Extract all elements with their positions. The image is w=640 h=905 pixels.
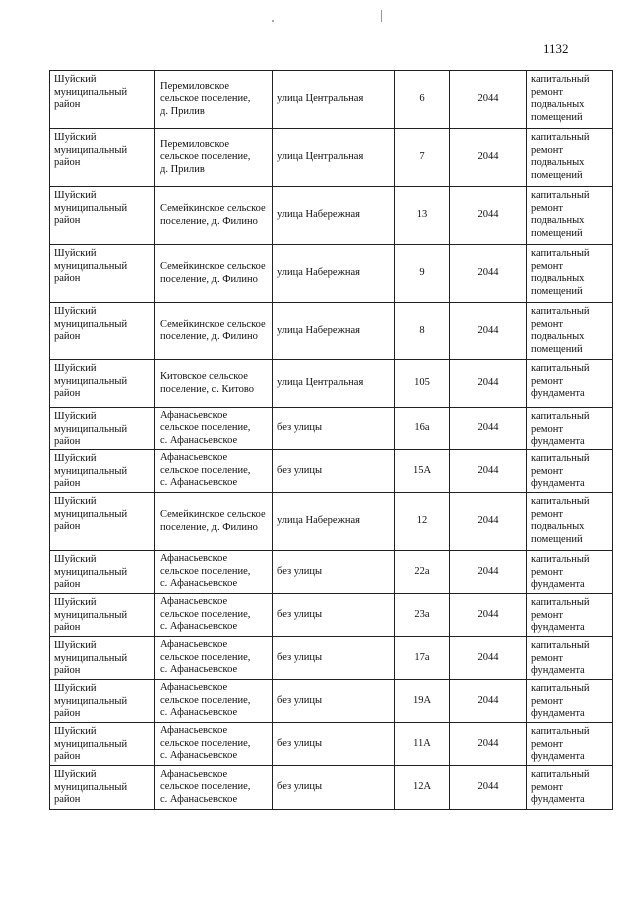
table-row — [50, 245, 613, 303]
settlement-text: Семейкинское сельское поселение, д. Филино — [160, 261, 266, 285]
work-type-text: капитальный ремонт подвальных помещений — [531, 74, 590, 123]
district-text: Шуйский муниципальный район — [54, 411, 128, 447]
settlement-text: Афанасьевское сельское поселение, с. Афанасьевское — [160, 409, 251, 446]
year-text: 2044 — [477, 267, 499, 279]
district-text: Шуйский муниципальный район — [54, 74, 128, 110]
work-type-cell — [527, 187, 613, 245]
settlement-text: Семейкинское сельское поселение, д. Филино — [160, 318, 266, 342]
district-cell — [50, 187, 155, 245]
house-number-cell — [395, 450, 450, 493]
district-cell — [50, 303, 155, 360]
settlement-cell — [155, 245, 273, 303]
street-text: без улицы — [277, 422, 323, 434]
street-cell — [273, 493, 395, 551]
year-cell — [450, 551, 527, 594]
house-number-text: 6 — [419, 93, 425, 105]
house-number-cell — [395, 303, 450, 360]
table-row — [50, 360, 613, 408]
house-number-cell — [395, 71, 450, 129]
work-type-text: капитальный ремонт фундамента — [531, 554, 590, 590]
work-type-cell — [527, 245, 613, 303]
street-text: улица Набережная — [277, 209, 360, 221]
settlement-text: Семейкинское сельское поселение, д. Филино — [160, 509, 266, 533]
street-cell — [273, 551, 395, 594]
district-cell — [50, 360, 155, 408]
work-type-cell — [527, 450, 613, 493]
scan-mark — [381, 10, 382, 22]
year-text: 2044 — [477, 209, 499, 221]
year-text: 2044 — [477, 565, 499, 577]
year-cell — [450, 493, 527, 551]
settlement-cell — [155, 71, 273, 129]
street-cell — [273, 408, 395, 450]
work-type-cell — [527, 408, 613, 450]
house-number-cell — [395, 493, 450, 551]
table-row — [50, 187, 613, 245]
settlement-cell — [155, 303, 273, 360]
district-cell — [50, 680, 155, 723]
district-cell — [50, 245, 155, 303]
table-row — [50, 71, 613, 129]
house-number-text: 16а — [414, 422, 430, 434]
table-row — [50, 637, 613, 680]
table-row — [50, 408, 613, 450]
district-text: Шуйский муниципальный район — [54, 190, 128, 226]
street-cell — [273, 594, 395, 637]
work-type-text: капитальный ремонт фундамента — [531, 769, 590, 805]
work-type-cell — [527, 71, 613, 129]
work-type-text: капитальный ремонт фундамента — [531, 683, 590, 719]
year-text: 2044 — [477, 93, 499, 105]
street-cell — [273, 680, 395, 723]
street-text: без улицы — [277, 737, 323, 749]
table-row — [50, 450, 613, 493]
settlement-cell — [155, 360, 273, 408]
table-row — [50, 680, 613, 723]
house-number-text: 17а — [414, 651, 430, 663]
work-type-cell — [527, 637, 613, 680]
table-row — [50, 303, 613, 360]
street-cell — [273, 723, 395, 766]
year-text: 2044 — [477, 464, 499, 476]
house-number-text: 9 — [419, 267, 425, 279]
house-number-text: 7 — [419, 151, 425, 163]
work-type-cell — [527, 723, 613, 766]
year-cell — [450, 129, 527, 187]
street-cell — [273, 450, 395, 493]
street-cell — [273, 245, 395, 303]
street-text: улица Набережная — [277, 267, 360, 279]
district-cell — [50, 408, 155, 450]
house-number-cell — [395, 245, 450, 303]
work-type-cell — [527, 680, 613, 723]
house-number-text: 12 — [416, 515, 428, 527]
work-type-cell — [527, 493, 613, 551]
street-text: без улицы — [277, 781, 323, 793]
district-text: Шуйский муниципальный район — [54, 683, 128, 719]
house-number-cell — [395, 551, 450, 594]
year-cell — [450, 245, 527, 303]
house-number-cell — [395, 594, 450, 637]
work-type-cell — [527, 551, 613, 594]
work-type-cell — [527, 129, 613, 187]
settlement-text: Афанасьевское сельское поселение, с. Афанасьевское — [160, 725, 251, 762]
street-cell — [273, 637, 395, 680]
street-cell — [273, 71, 395, 129]
work-type-text: капитальный ремонт подвальных помещений — [531, 248, 590, 297]
year-cell — [450, 450, 527, 493]
year-text: 2044 — [477, 608, 499, 620]
street-text: улица Набережная — [277, 324, 360, 336]
house-number-text: 12А — [412, 781, 432, 793]
work-type-text: капитальный ремонт подвальных помещений — [531, 496, 590, 545]
work-type-text: капитальный ремонт фундамента — [531, 726, 590, 762]
year-text: 2044 — [477, 737, 499, 749]
house-number-text: 11А — [413, 737, 431, 749]
district-text: Шуйский муниципальный район — [54, 640, 128, 676]
year-text: 2044 — [477, 781, 499, 793]
year-cell — [450, 187, 527, 245]
year-text: 2044 — [477, 324, 499, 336]
table-row — [50, 129, 613, 187]
work-type-text: капитальный ремонт фундамента — [531, 363, 590, 399]
district-cell — [50, 594, 155, 637]
settlement-cell — [155, 680, 273, 723]
work-type-cell — [527, 594, 613, 637]
settlement-cell — [155, 637, 273, 680]
year-cell — [450, 766, 527, 810]
work-type-cell — [527, 303, 613, 360]
house-number-text: 105 — [414, 377, 430, 389]
district-text: Шуйский муниципальный район — [54, 363, 128, 399]
house-number-cell — [395, 680, 450, 723]
district-cell — [50, 637, 155, 680]
district-text: Шуйский муниципальный район — [54, 248, 128, 284]
settlement-text: Афанасьевское сельское поселение, с. Афанасьевское — [160, 452, 251, 489]
settlement-text: Афанасьевское сельское поселение, с. Афанасьевское — [160, 553, 251, 590]
work-type-cell — [527, 360, 613, 408]
year-text: 2044 — [477, 422, 499, 434]
year-cell — [450, 303, 527, 360]
district-text: Шуйский муниципальный район — [54, 132, 128, 168]
settlement-text: Китовское сельское поселение, с. Китово — [160, 371, 254, 395]
table-row — [50, 594, 613, 637]
district-text: Шуйский муниципальный район — [54, 769, 128, 805]
settlement-text: Семейкинское сельское поселение, д. Филино — [160, 203, 266, 227]
house-number-text: 23а — [414, 608, 430, 620]
table-row — [50, 493, 613, 551]
district-cell — [50, 71, 155, 129]
street-cell — [273, 129, 395, 187]
settlement-cell — [155, 723, 273, 766]
street-cell — [273, 360, 395, 408]
district-text: Шуйский муниципальный район — [54, 306, 128, 342]
work-type-text: капитальный ремонт подвальных помещений — [531, 132, 590, 181]
street-cell — [273, 766, 395, 810]
house-number-cell — [395, 637, 450, 680]
scan-speck — [272, 20, 274, 22]
district-text: Шуйский муниципальный район — [54, 597, 128, 633]
settlement-cell — [155, 450, 273, 493]
street-text: без улицы — [277, 651, 323, 663]
street-cell — [273, 303, 395, 360]
year-cell — [450, 594, 527, 637]
house-number-text: 13 — [416, 209, 428, 221]
house-number-cell — [395, 408, 450, 450]
settlement-text: Перемиловское сельское поселение, д. Прилив — [160, 80, 251, 117]
district-cell — [50, 551, 155, 594]
settlement-cell — [155, 766, 273, 810]
settlement-text: Афанасьевское сельское поселение, с. Афанасьевское — [160, 639, 251, 676]
street-text: без улицы — [277, 565, 323, 577]
settlement-cell — [155, 408, 273, 450]
settlement-text: Афанасьевское сельское поселение, с. Афанасьевское — [160, 596, 251, 633]
table-body — [50, 71, 613, 810]
district-text: Шуйский муниципальный район — [54, 496, 128, 532]
repair-schedule-table — [49, 70, 613, 810]
work-type-text: капитальный ремонт подвальных помещений — [531, 190, 590, 239]
settlement-cell — [155, 129, 273, 187]
settlement-text: Афанасьевское сельское поселение, с. Афанасьевское — [160, 682, 251, 719]
settlement-text: Афанасьевское сельское поселение, с. Афанасьевское — [160, 768, 251, 805]
street-text: без улицы — [277, 464, 323, 476]
district-text: Шуйский муниципальный район — [54, 453, 128, 489]
work-type-text: капитальный ремонт подвальных помещений — [531, 306, 590, 355]
settlement-cell — [155, 551, 273, 594]
year-cell — [450, 408, 527, 450]
house-number-text: 22а — [414, 565, 430, 577]
work-type-text: капитальный ремонт фундамента — [531, 640, 590, 676]
settlement-text: Перемиловское сельское поселение, д. Прилив — [160, 138, 251, 175]
page-number: 1132 — [543, 41, 569, 56]
street-text: без улицы — [277, 608, 323, 620]
year-cell — [450, 723, 527, 766]
year-cell — [450, 680, 527, 723]
house-number-text: 15А — [412, 464, 432, 476]
year-text: 2044 — [477, 694, 499, 706]
house-number-cell — [395, 723, 450, 766]
work-type-text: капитальный ремонт фундамента — [531, 453, 590, 489]
street-cell — [273, 187, 395, 245]
settlement-cell — [155, 594, 273, 637]
district-cell — [50, 450, 155, 493]
year-cell — [450, 637, 527, 680]
district-cell — [50, 129, 155, 187]
district-cell — [50, 493, 155, 551]
district-cell — [50, 723, 155, 766]
house-number-cell — [395, 766, 450, 810]
district-cell — [50, 766, 155, 810]
year-text: 2044 — [477, 515, 499, 527]
table-row — [50, 766, 613, 810]
settlement-cell — [155, 187, 273, 245]
house-number-cell — [395, 360, 450, 408]
settlement-cell — [155, 493, 273, 551]
year-text: 2044 — [477, 377, 499, 389]
table-row — [50, 723, 613, 766]
work-type-text: капитальный ремонт фундамента — [531, 597, 590, 633]
year-cell — [450, 71, 527, 129]
year-cell — [450, 360, 527, 408]
street-text: улица Центральная — [277, 377, 364, 389]
street-text: улица Центральная — [277, 151, 364, 163]
house-number-cell — [395, 129, 450, 187]
street-text: улица Центральная — [277, 93, 364, 105]
district-text: Шуйский муниципальный район — [54, 726, 128, 762]
year-text: 2044 — [477, 151, 499, 163]
district-text: Шуйский муниципальный район — [54, 554, 128, 590]
year-text: 2044 — [477, 651, 499, 663]
street-text: без улицы — [277, 694, 323, 706]
house-number-text: 19А — [412, 694, 432, 706]
work-type-cell — [527, 766, 613, 810]
house-number-cell — [395, 187, 450, 245]
street-text: улица Набережная — [277, 515, 360, 527]
work-type-text: капитальный ремонт фундамента — [531, 411, 590, 447]
table-row — [50, 551, 613, 594]
house-number-text: 8 — [419, 324, 425, 336]
